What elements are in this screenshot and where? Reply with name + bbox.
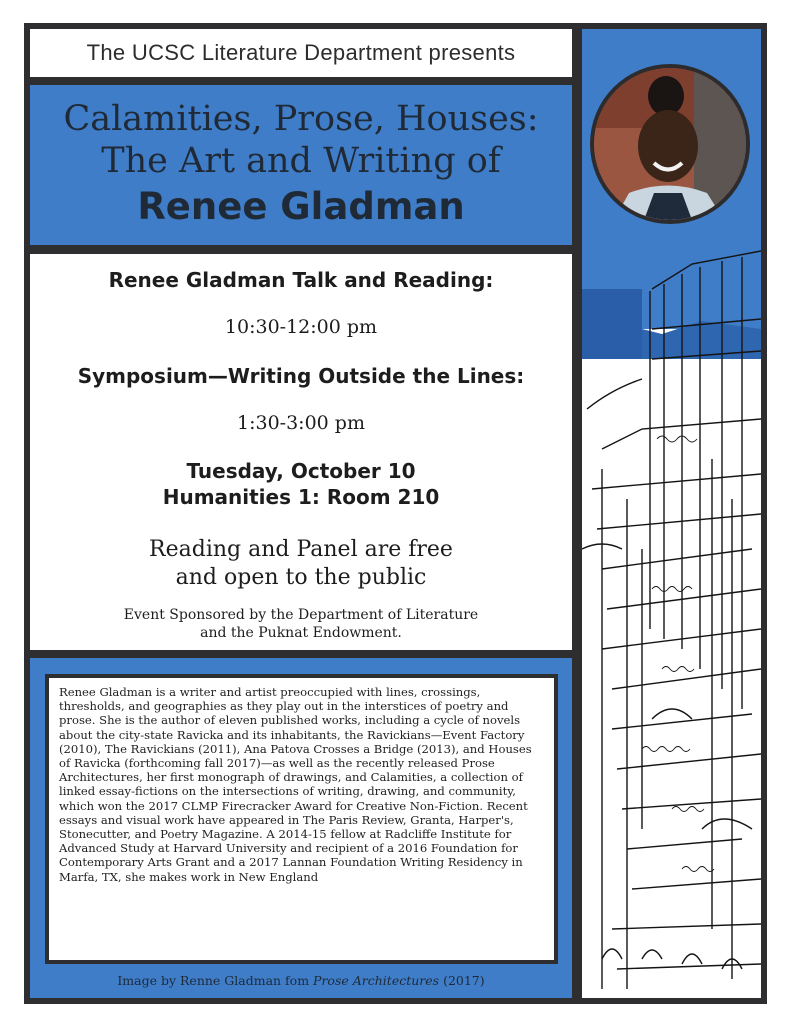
title-line-1: Calamities, Prose, Houses:	[63, 99, 539, 139]
admission-line-1: Reading and Panel are free	[149, 537, 453, 562]
event-location: Humanities 1: Room 210	[162, 485, 440, 509]
credit-suffix: (2017)	[439, 973, 485, 988]
title-line-2: The Art and Writing of	[101, 141, 501, 181]
credit-work: Prose Architectures	[313, 973, 440, 988]
sponsor-line-2: and the Puknat Endowment.	[200, 625, 402, 641]
date-location	[30, 458, 572, 510]
talk-time: 10:30-12:00 pm	[224, 316, 378, 338]
presenter-banner	[30, 29, 572, 77]
sponsor-line-1: Event Sponsored by the Department of Literature	[123, 607, 479, 623]
admission-note	[30, 536, 572, 592]
portrait-image	[594, 68, 746, 220]
symposium-label: Symposium—Writing Outside the Lines:	[77, 364, 525, 388]
bio-panel	[30, 658, 572, 998]
credit-prefix: Image by Renne Gladman fom	[117, 973, 314, 988]
title-panel	[30, 85, 572, 245]
speaker-portrait	[590, 64, 750, 224]
title-name: Renee Gladman	[137, 185, 465, 228]
presenter-text: The UCSC Literature Department presents	[86, 40, 516, 65]
sponsor-note	[30, 606, 572, 642]
admission-line-2: and open to the public	[175, 565, 427, 590]
event-info-panel	[30, 254, 572, 650]
symposium-time: 1:30-3:00 pm	[237, 412, 365, 434]
event-date: Tuesday, October 10	[186, 459, 416, 483]
image-credit	[30, 973, 572, 988]
bio-text: Renee Gladman is a writer and artist preoccupied with lines, crossings, thresholds, and geographies as they play out in the interstices of poetry and prose. She is the author of eleven published works, including a cycle of novels about the city-state Ravicka and its inhabitants, the Ravickians—Event Factory (2010), The Ravickians (2011), Ana Patova Crosses a Bridge (2013), and Houses of Ravicka (forthcoming fall 2017)—as well as the recently released Prose Architectures, her first monograph of drawings, and Calamities, a collection of linked essay-fictions on the intersections of writing, drawing, and community, which won the 2017 CLMP Firecracker Award for Creative Non-Fiction. Recent essays and visual work have appeared in The Paris Review, Granta, Harper's, Stonecutter, and Poetry Magazine. A 2014-15 fellow at Radcliffe Institute for Advanced Study at Harvard University and recipient of a 2016 Foundation for Contemporary Arts Grant and a 2017 Lannan Foundation Writing Residency in Marfa, TX, she makes work in New England	[45, 674, 558, 964]
talk-label: Renee Gladman Talk and Reading:	[108, 268, 494, 292]
